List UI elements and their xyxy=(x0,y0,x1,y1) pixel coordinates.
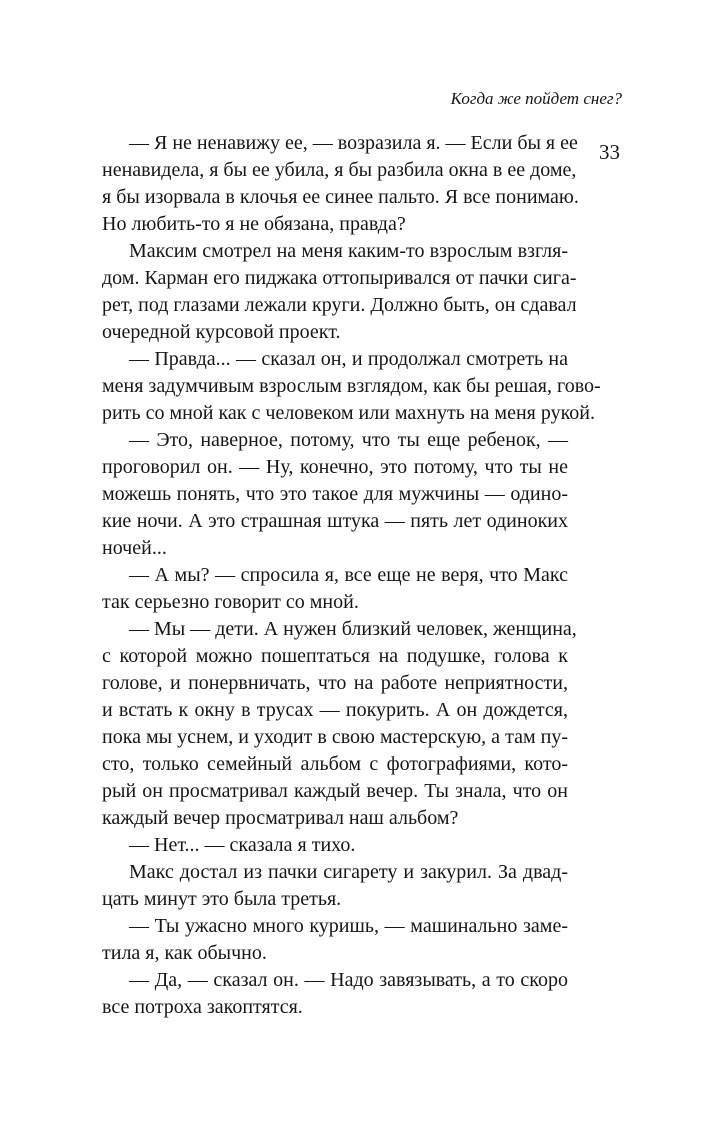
text-line: сто, только семейный альбом с фотографиями, кото- xyxy=(102,753,568,775)
text-line: Макс достал из пачки сигарету и закурил. За двад- xyxy=(129,861,568,883)
paragraph xyxy=(102,427,568,562)
text-line: каждый вечер просматривал наш альбом? xyxy=(102,807,459,829)
text-line: цать минут это была третья. xyxy=(102,888,342,910)
text-line: рый он просматривал каждый вечер. Ты знала, что он xyxy=(102,780,568,802)
running-head: Когда же пойдет снег? xyxy=(450,89,622,108)
text-line: так серьезно говорит со мной. xyxy=(102,591,359,613)
paragraph xyxy=(102,130,579,238)
text-line: — Да, — сказал он. — Надо завязывать, а то скоро xyxy=(129,969,568,991)
paragraph xyxy=(102,967,568,1021)
text-line: тила я, как обычно. xyxy=(102,942,267,964)
text-line: кие ночи. А это страшная штука — пять лет одиноких xyxy=(102,510,568,532)
text-line: — Ты ужасно много куришь, — машинально заме- xyxy=(129,915,568,937)
text-line: Но любить-то я не обязана, правда? xyxy=(102,213,406,235)
text-line: можешь понять, что это такое для мужчины — одино- xyxy=(102,483,568,505)
text-line: голове, и понервничать, что на работе неприятности, xyxy=(102,672,568,694)
text-line: дом. Карман его пиджака оттопыривался от пачки сига- xyxy=(102,267,577,289)
text-line: проговорил он. — Ну, конечно, это потому, что ты не xyxy=(102,456,568,478)
paragraph xyxy=(102,238,577,346)
paragraph xyxy=(102,346,601,427)
text-line: пока мы уснем, и уходит в свою мастерскую, а там пу- xyxy=(102,726,568,748)
text-line: все потроха закоптятся. xyxy=(102,996,303,1018)
paragraph xyxy=(102,859,568,913)
text-line: я бы изорвала в клочья ее синее пальто. Я все понимаю. xyxy=(102,186,579,208)
page-number: 33 xyxy=(599,140,620,164)
text-line: рить со мной как с человеком или махнуть на меня рукой. xyxy=(102,402,595,424)
paragraph xyxy=(102,832,568,859)
paragraph xyxy=(102,616,577,832)
text-line: — А мы? — спросила я, все еще не веря, что Макс xyxy=(129,564,568,586)
text-line: ночей... xyxy=(102,537,167,559)
text-line: очередной курсовой проект. xyxy=(102,321,341,343)
text-line: и встать к окну в трусах — покурить. А он дождется, xyxy=(102,699,568,721)
text-line: Максим смотрел на меня каким-то взрослым взгля- xyxy=(129,240,568,262)
text-line: — Нет... — сказала я тихо. xyxy=(129,834,356,856)
text-line: рет, под глазами лежали круги. Должно быть, он сдавал xyxy=(102,294,577,316)
text-line: — Это, наверное, потому, что ты еще ребенок, — xyxy=(129,429,568,451)
text-line: ненавидела, я бы ее убила, я бы разбила окна в ее доме, xyxy=(102,159,577,181)
text-line: с которой можно пошептаться на подушке, голова к xyxy=(102,645,568,667)
paragraph xyxy=(102,913,568,967)
body-text xyxy=(102,130,601,1021)
text-line: — Я не ненавижу ее, — возразила я. — Если бы я ее xyxy=(129,132,578,154)
text-line: — Мы — дети. А нужен близкий человек, женщина, xyxy=(129,618,577,640)
paragraph xyxy=(102,562,568,616)
text-line: — Правда... — сказал он, и продолжал смотреть на xyxy=(129,348,568,370)
text-line: меня задумчивым взрослым взглядом, как бы решая, гово- xyxy=(102,375,601,397)
